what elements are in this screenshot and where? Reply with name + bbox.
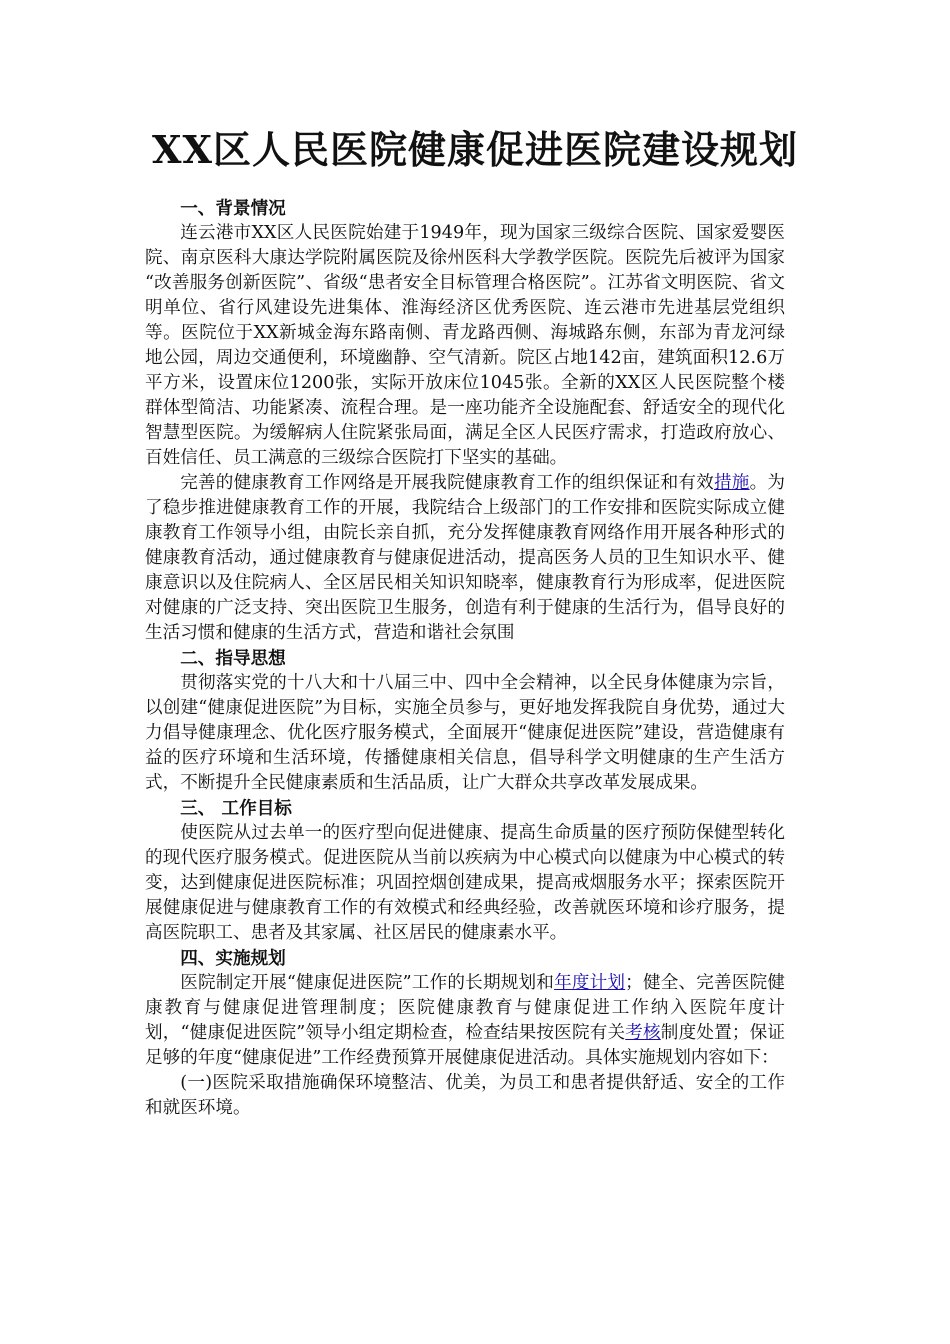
- inline-link[interactable]: 年度计划: [554, 973, 626, 993]
- paragraph-text: 完善的健康教育工作网络是开展我院健康教育工作的组织保证和有效: [180, 473, 714, 493]
- paragraph-text: 制度处置；保证足够的年度“健康促进”工作经费预算开展健康促进活动。具体实施规划内容如下：: [145, 1023, 785, 1068]
- document-title: XX区人民医院健康促进医院建设规划: [152, 127, 798, 172]
- body-paragraph: [145, 471, 785, 646]
- paragraph-text: 。为了稳步推进健康教育工作的开展，我院结合上级部门的工作安排和医院实际成立健康教育工作领导小组，由院长亲自抓，充分发挥健康教育网络作用开展各种形式的健康教育活动，通过健康教育与健康促进活动，提高医务人员的卫生知识水平、健康意识以及住院病人、全区居民相关知识知晓率，健康教育行为形成率，促进医院对健康的广泛支持、突出医院卫生服务，创造有利于健康的生活行为，倡导良好的生活习惯和健康的生活方式，营造和谐社会氛围: [145, 473, 785, 643]
- paragraph-text: 使医院从过去单一的医疗型向促进健康、提高生命质量的医疗预防保健型转化的现代医疗服务模式。促进医院从当前以疾病为中心模式向以健康为中心模式的转变，达到健康促进医院标准；巩固控烟创建成果，提高戒烟服务水平；探索医院开展健康促进与健康教育工作的有效模式和经典经验，改善就医环境和诊疗服务，提高医院职工、患者及其家属、社区居民的健康素水平。: [145, 823, 785, 943]
- document-body: [145, 196, 785, 1121]
- inline-link[interactable]: 考核: [625, 1023, 661, 1043]
- inline-link[interactable]: 措施: [713, 473, 750, 493]
- body-paragraph: [145, 221, 785, 471]
- section-heading: 一、背景情况: [180, 198, 286, 219]
- section-heading: 四、实施规划: [180, 948, 286, 969]
- paragraph-text: 贯彻落实党的十八大和十八届三中、四中全会精神，以全民身体健康为宗旨，以创建“健康促进医院”为目标，实施全员参与，更好地发挥我院自身优势，通过大力倡导健康理念、优化医疗服务模式，全面展开“健康促进医院”建设，营造健康有益的医疗环境和生活环境，传播健康相关信息，倡导科学文明健康的生产生活方式，不断提升全民健康素质和生活品质，让广大群众共享改革发展成果。: [145, 673, 785, 793]
- body-paragraph: [145, 971, 785, 1071]
- paragraph-text: 连云港市XX区人民医院始建于1949年，现为国家三级综合医院、国家爱婴医院、南京医科大康达学院附属医院及徐州医科大学教学医院。医院先后被评为国家 “改善服务创新医院”、省级“患者安全目标管理合格医院”。江苏省文明医院、省文明单位、省行风建设先进集体、淮海经济区优秀医院、连云港市先进基层党组织等。医院位于XX新城金海东路南侧、青龙路西侧、海城路东侧，东部为青龙河绿地公园，周边交通便利，环境幽静、空气清新。院区占地142亩，建筑面积12.6万平方米，设置床位1200张，实际开放床位1045张。全新的XX区人民医院整个楼群体型简洁、功能紧凑、流程合理。是一座功能齐全设施配套、舒适安全的现代化智慧型医院。为缓解病人住院紧张局面，满足全区人民医疗需求，打造政府放心、百姓信任、员工满意的三级综合医院打下坚实的基础。: [145, 223, 785, 468]
- paragraph-text: 医院制定开展“健康促进医院”工作的长期规划和: [180, 973, 555, 993]
- paragraph-text: ；健全、完善医院健康教育与健康促进管理制度；医院健康教育与健康促进工作纳入医院年度计划，“健康促进医院”领导小组定期检查，检查结果按医院有关: [145, 973, 785, 1043]
- body-paragraph: [145, 821, 785, 946]
- section-heading: 二、指导思想: [180, 648, 286, 669]
- paragraph-text: (一)医院采取措施确保环境整洁、优美，为员工和患者提供舒适、安全的工作和就医环境。: [145, 1073, 785, 1118]
- body-paragraph: [145, 1071, 785, 1121]
- body-paragraph: [145, 671, 785, 796]
- section-heading: 三、 工作目标: [180, 798, 292, 819]
